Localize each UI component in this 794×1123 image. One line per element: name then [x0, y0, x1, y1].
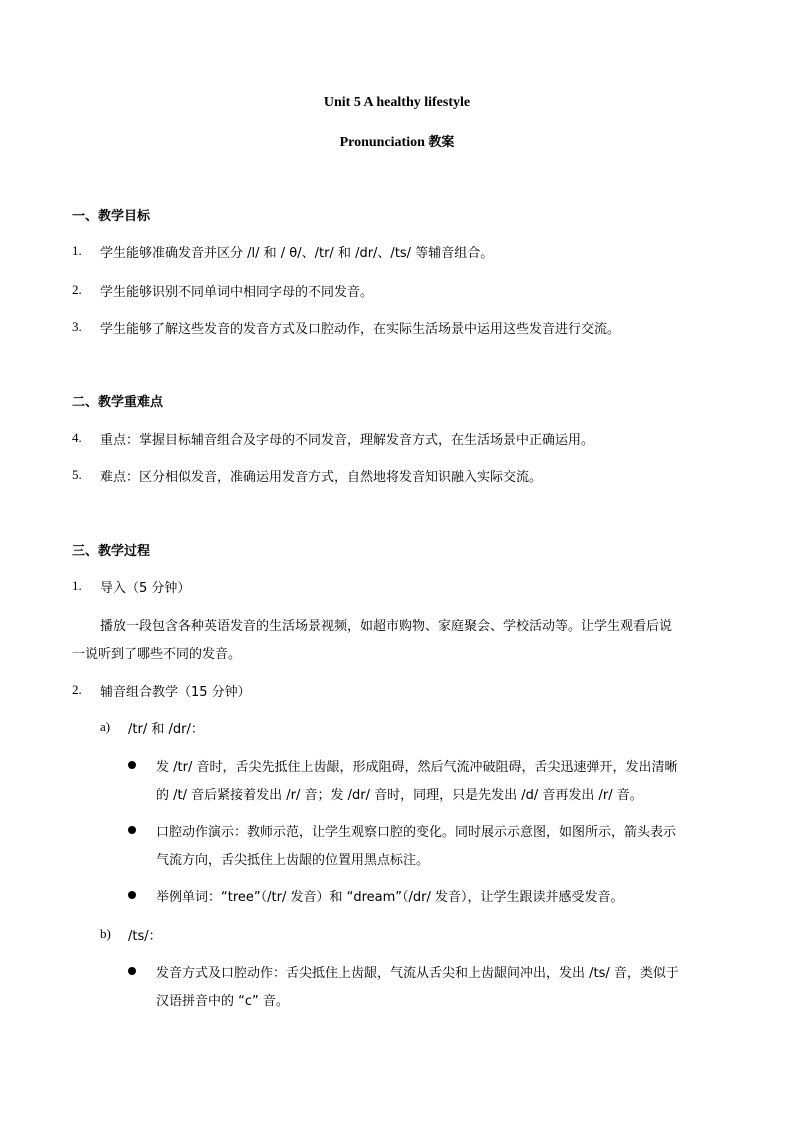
bullet-text: 发音方式及口腔动作：舌尖抵住上齿龈，气流从舌尖和上齿龈间冲出，发出 /ts/ 音，类似于 — [156, 966, 679, 981]
list-number: 5. — [72, 467, 82, 482]
step-label: 导入（5 分钟） — [100, 581, 191, 596]
list-number: 1. — [72, 243, 82, 258]
list-number: 1. — [72, 578, 82, 593]
sub-marker: b) — [100, 926, 111, 941]
document-subtitle — [0, 131, 794, 151]
list-number: 2. — [72, 682, 82, 697]
bullet-icon — [128, 891, 136, 899]
step-label: 辅音组合教学（15 分钟） — [100, 685, 251, 700]
sub-marker: a) — [100, 719, 111, 734]
list-item: 难点：区分相似发音，准确运用发音方式，自然地将发音知识融入实际交流。 — [100, 470, 543, 485]
list-item: 学生能够识别不同单词中相同字母的不同发音。 — [100, 285, 374, 300]
sub-label: /ts/： — [128, 929, 162, 944]
list-item: 学生能够准确发音并区分 /l/ 和 / θ/、/tr/ 和 /dr/、/ts/ 等辅音组合。 — [100, 246, 494, 261]
bullet-text: 的 /t/ 音后紧接着发出 /r/ 音；发 /dr/ 音时，同理，只是先发出 /d/ 音再发出 /r/ 音。 — [156, 788, 643, 803]
bullet-icon — [128, 967, 136, 975]
sub-label: /tr/ 和 /dr/： — [128, 722, 204, 737]
bullet-text: 气流方向，舌尖抵住上齿龈的位置用黑点标注。 — [156, 853, 430, 868]
list-item: 重点：掌握目标辅音组合及字母的不同发音，理解发音方式，在生活场景中正确运用。 — [100, 433, 595, 448]
bullet-text: 发 /tr/ 音时，舌尖先抵住上齿龈，形成阻碍，然后气流冲破阻碍，舌尖迅速弹开，发出清晰 — [156, 760, 678, 775]
list-number: 2. — [72, 282, 82, 297]
bullet-text: 汉语拼音中的 “c” 音。 — [156, 994, 289, 1009]
paragraph-line: 播放一段包含各种英语发音的生活场景视频，如超市购物、家庭聚会、学校活动等。让学生观看后说 — [100, 619, 673, 634]
document-title: Unit 5 A healthy lifestyle — [323, 95, 471, 110]
bullet-text: 举例单词：“tree”（/tr/ 发音）和 “dream”（/dr/ 发音），让学生跟读并感受发音。 — [156, 890, 624, 905]
bullet-icon — [128, 826, 136, 834]
bullet-text: 口腔动作演示：教师示范，让学生观察口腔的变化。同时展示示意图，如图所示，箭头表示 — [156, 825, 677, 840]
list-item: 学生能够了解这些发音的发音方式及口腔动作，在实际生活场景中运用这些发音进行交流。 — [100, 322, 621, 337]
subtitle-chinese: 教案 — [428, 135, 455, 150]
subtitle-english: Pronunciation — [339, 135, 425, 150]
section-heading-key-points: 二、教学重难点 — [72, 395, 164, 410]
list-number: 3. — [72, 319, 82, 334]
section-heading-objectives: 一、教学目标 — [72, 209, 151, 224]
bullet-icon — [128, 761, 136, 769]
list-number: 4. — [72, 430, 82, 445]
section-heading-process: 三、教学过程 — [72, 544, 151, 559]
paragraph-line: 一说听到了哪些不同的发音。 — [72, 647, 242, 662]
